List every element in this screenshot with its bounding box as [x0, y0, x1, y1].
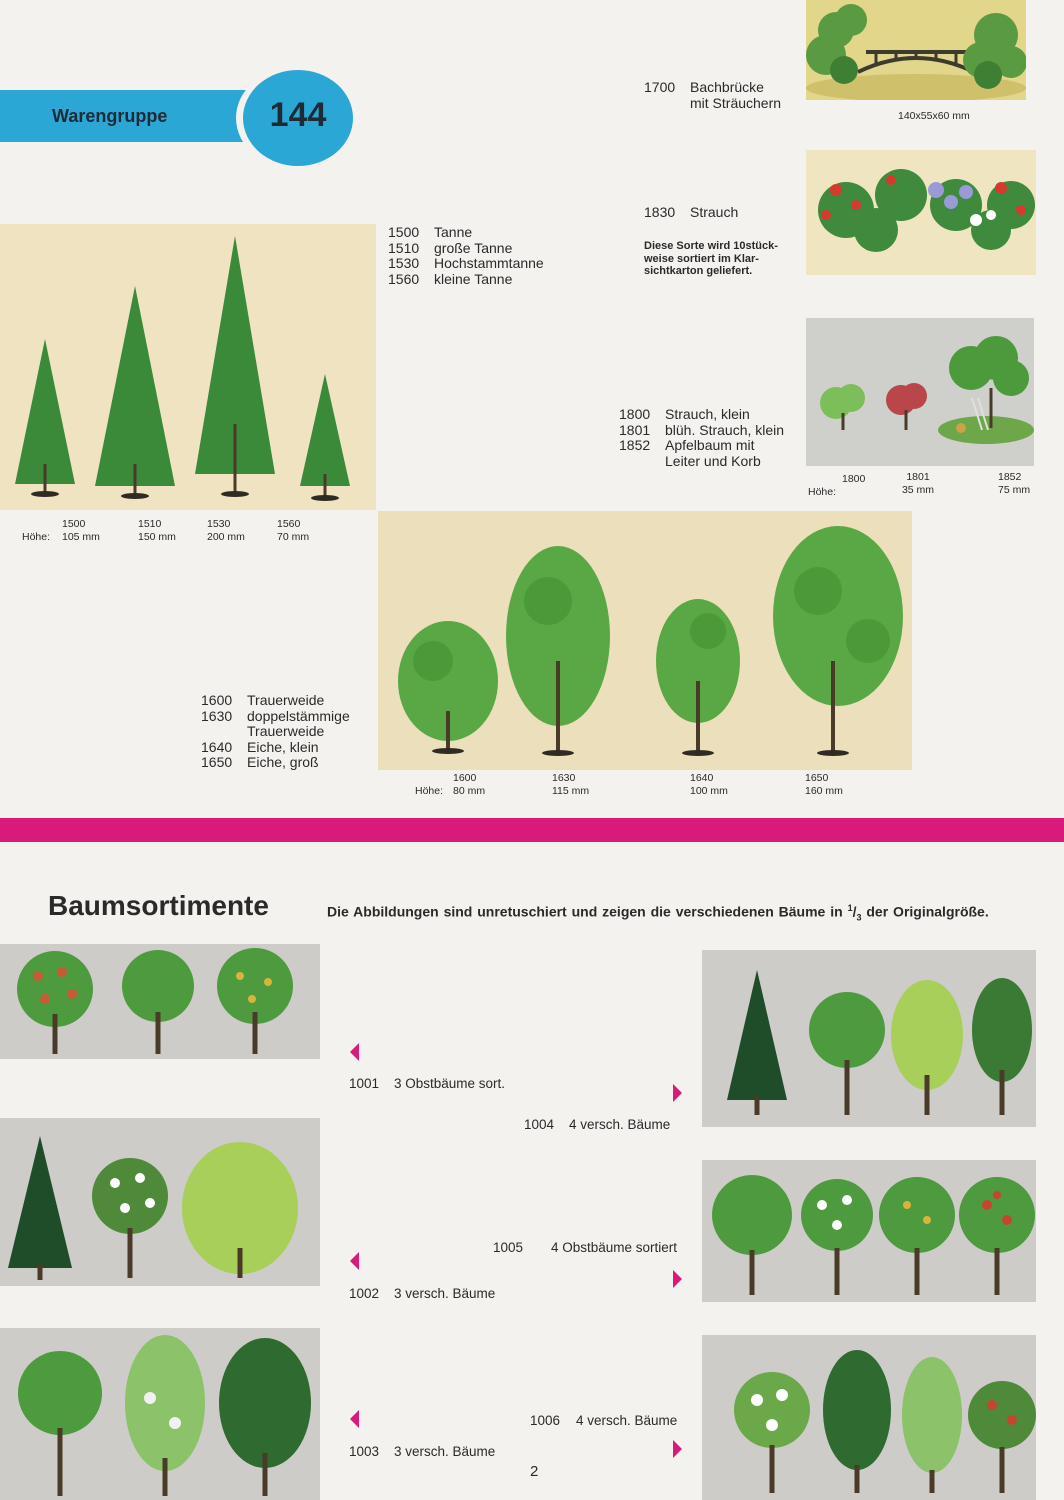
pointer-right-icon — [673, 1084, 682, 1102]
intro-text: Die Abbildungen sind unretuschiert und zeigen die verschiedenen Bäume in — [327, 903, 848, 920]
bridge-name-2: mit Sträuchern — [690, 94, 782, 111]
shrub-num: 1830 — [644, 204, 676, 220]
intro-text-end: der Originalgröße. — [861, 903, 989, 920]
bridge-num: 1700 — [644, 79, 676, 95]
willows-caption: 1600 80 mm — [453, 772, 486, 797]
header-label: Warengruppe — [52, 106, 168, 126]
assortment-photo-1003 — [0, 1328, 320, 1500]
shrub-label — [644, 205, 738, 221]
firs-list — [388, 225, 544, 287]
shrub-photo — [806, 150, 1036, 275]
list-item: 1650 Eiche, groß — [201, 754, 319, 770]
bridge-dims: 140x55x60 mm — [898, 110, 970, 122]
shrubs-small-photo — [806, 318, 1034, 466]
shrub-name: Strauch — [690, 204, 739, 220]
list-item: 1500 Tanne — [388, 224, 473, 240]
firs-caption: 1510 150 mm — [138, 518, 176, 543]
assortment-photo-1005 — [702, 1160, 1036, 1302]
assortments-intro: Die Abbildungen sind unretuschiert und zeigen die verschiedenen Bäume in $^1/_3$ der Originalgröße. — [327, 903, 989, 923]
shrub-note-line: Diese Sorte wird 10stück- — [644, 240, 778, 252]
fraction-den: 3 — [856, 912, 862, 923]
shrubs-small-list — [619, 407, 784, 469]
pointer-left-icon — [350, 1043, 359, 1061]
bridge-label — [644, 80, 781, 111]
list-item: 1630 doppelstämmige — [201, 707, 350, 724]
firs-caption: 1500 105 mm — [62, 518, 100, 543]
bridge-photo — [806, 0, 1026, 100]
pointer-left-icon — [350, 1410, 359, 1428]
shrubs-small-caption: 1801 35 mm — [901, 471, 935, 496]
list-item: Trauerweide — [247, 723, 325, 739]
list-item: 1800 Strauch, klein — [619, 406, 750, 422]
willows-caption: 1630 115 mm — [552, 772, 590, 797]
shrub-note-line: sichtkarton geliefert. — [644, 265, 753, 277]
willows-height-label: Höhe: — [415, 785, 444, 797]
assortments-title: Baumsortimente — [48, 890, 269, 921]
assortment-label: 1006 4 versch. Bäume — [530, 1413, 678, 1428]
magenta-divider — [0, 818, 1064, 842]
assortment-label: 1002 3 versch. Bäume — [349, 1286, 496, 1301]
list-item: 1640 Eiche, klein — [201, 738, 319, 755]
shrubs-small-caption: 1800 — [842, 473, 866, 485]
header-number: 144 — [269, 96, 327, 134]
firs-height-label: Höhe: — [22, 531, 51, 543]
bridge-name: Bachbrücke — [690, 79, 764, 95]
list-item: 1530 Hochstammtanne — [388, 255, 544, 271]
firs-caption: 1530 200 mm — [207, 518, 245, 543]
assortment-photo-1001 — [0, 944, 320, 1059]
list-item: 1852 Apfelbaum mit — [619, 437, 755, 453]
list-item: 1600 Trauerweide — [201, 692, 325, 708]
assortment-photo-1004 — [702, 950, 1036, 1127]
pointer-left-icon — [350, 1252, 359, 1270]
list-item: 1560 kleine Tanne — [388, 270, 513, 287]
willows-list — [201, 693, 350, 771]
list-item: Leiter und Korb — [665, 452, 761, 469]
firs-caption: 1560 70 mm — [277, 518, 310, 543]
fraction-num: 1 — [847, 903, 853, 913]
willows-photo — [378, 511, 912, 770]
shrubs-small-caption: 1852 75 mm — [998, 471, 1031, 496]
assortment-label: 1004 4 versch. Bäume — [524, 1117, 671, 1132]
shrub-note — [644, 240, 778, 278]
assortment-photo-1006 — [702, 1335, 1036, 1500]
assortment-label: 1005 4 Obstbäume sortiert — [493, 1240, 678, 1255]
shrub-note-line: weise sortiert im Klar- — [644, 252, 759, 265]
shrubs-small-height-label: Höhe: — [808, 486, 837, 498]
pointer-right-icon — [673, 1440, 682, 1458]
willows-caption: 1650 160 mm — [805, 772, 843, 797]
assortment-label: 1003 3 versch. Bäume — [349, 1444, 496, 1459]
list-item: 1801 blüh. Strauch, klein — [619, 421, 785, 438]
willows-caption: 1640 100 mm — [690, 772, 728, 797]
assortment-photo-1002 — [0, 1118, 320, 1286]
page-number: 2 — [530, 1463, 539, 1480]
assortment-label: 1001 3 Obstbäume sort. — [349, 1076, 506, 1091]
list-item: 1510 große Tanne — [388, 239, 513, 256]
pointer-right-icon — [673, 1270, 682, 1288]
firs-photo — [0, 224, 376, 510]
